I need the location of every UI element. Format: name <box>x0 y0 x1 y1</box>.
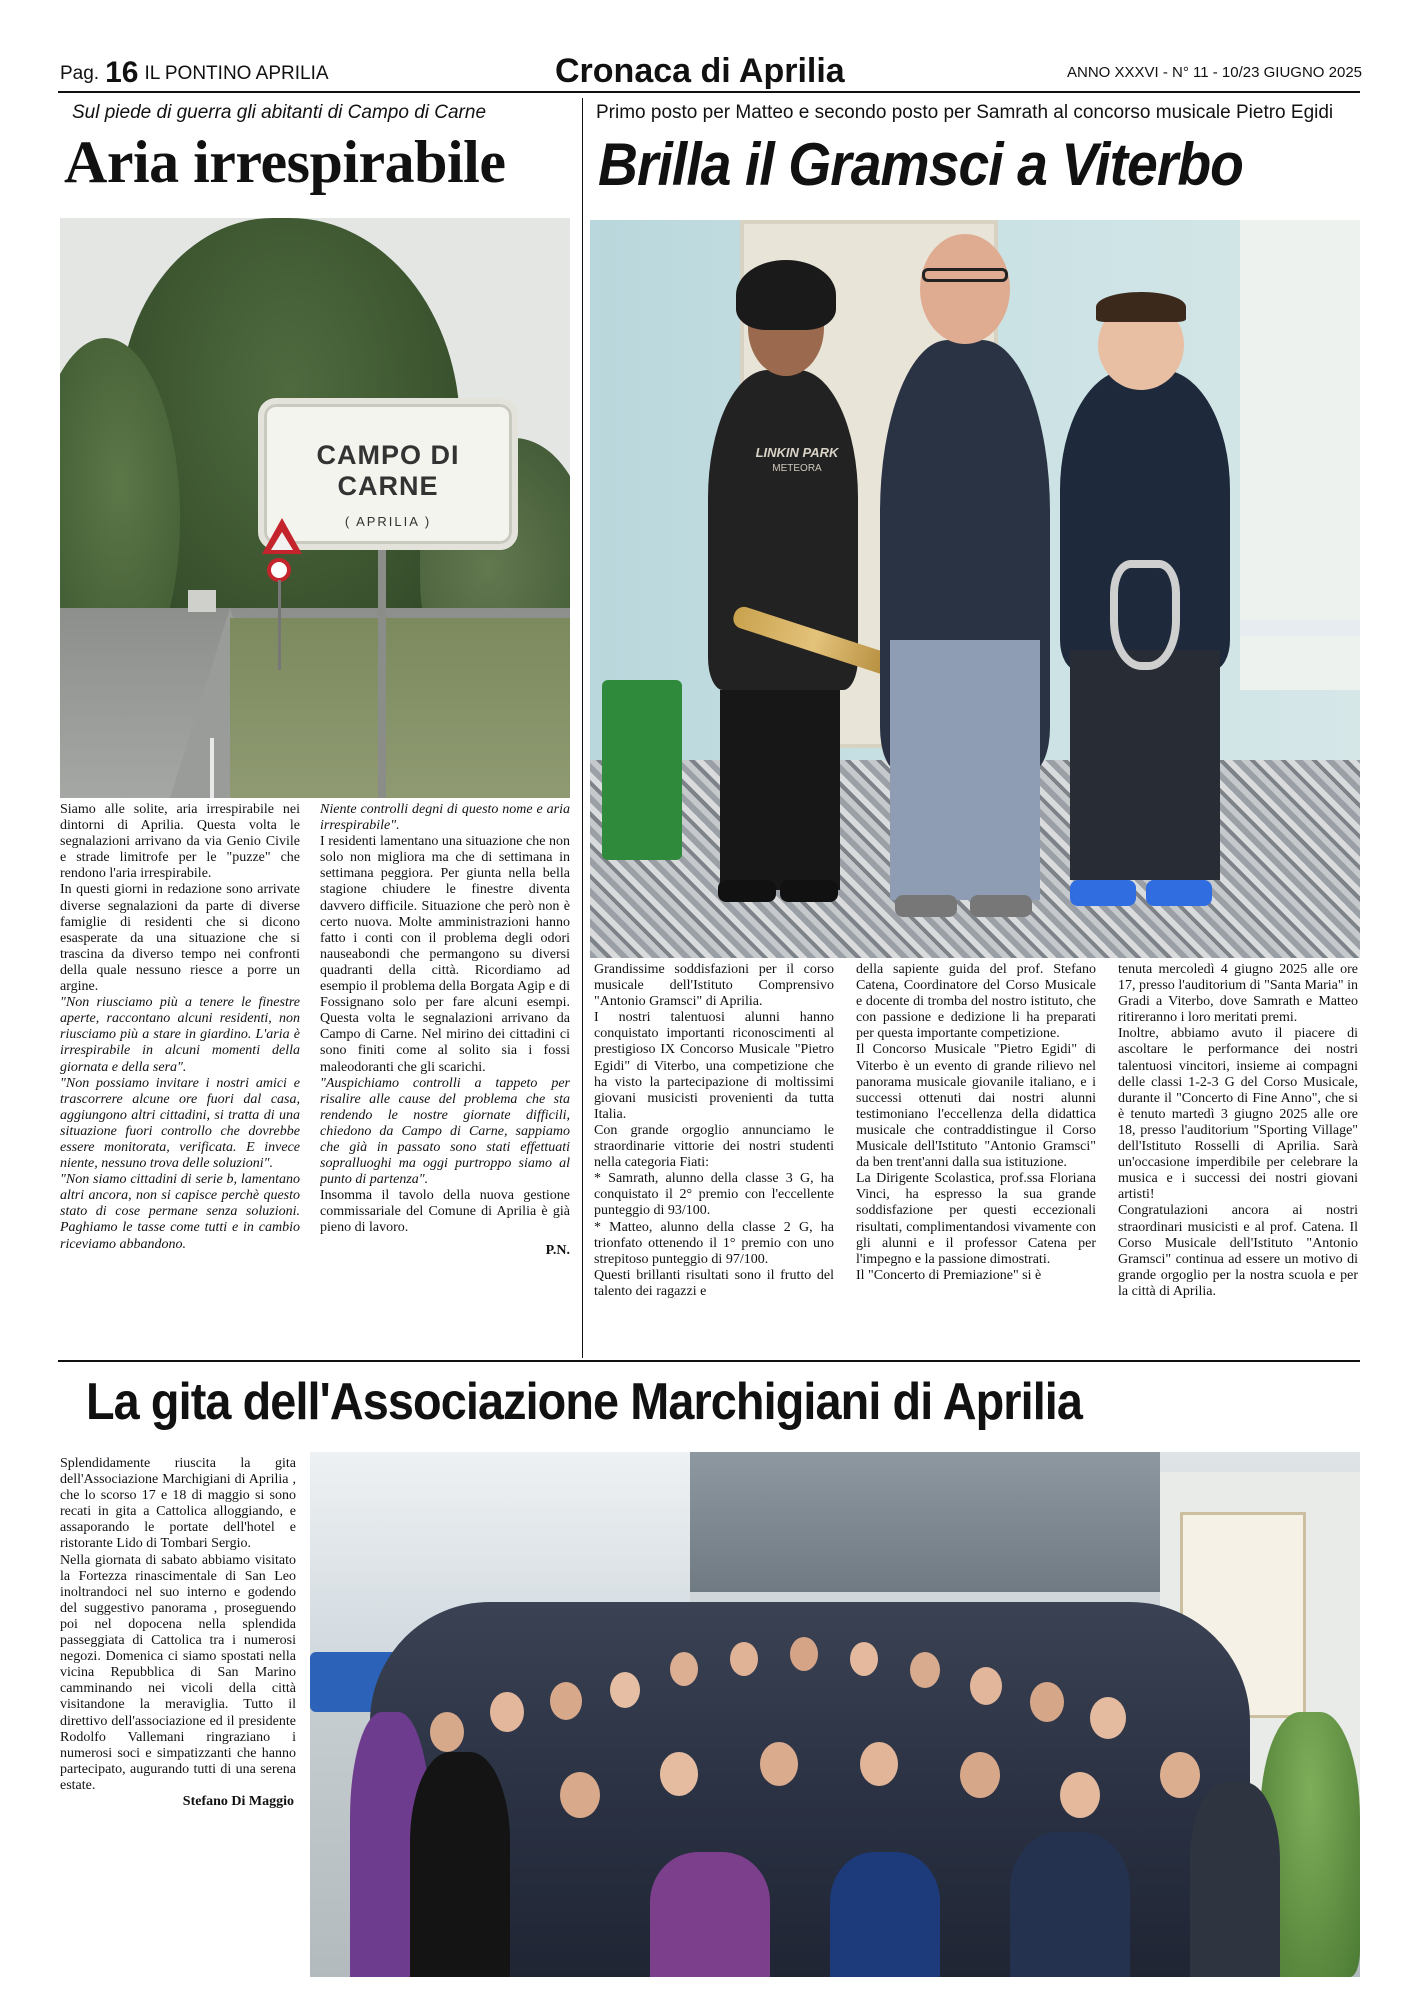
campo-di-carne-photo <box>60 218 570 798</box>
paragraph: Inoltre, abbiamo avuto il piacere di ascoltare le performance dei nostri talentuosi vincitori, insieme ai compagni delle classi 1-2-3 G del Corso Musicale, durante il "Concerto di Fine Anno", che si è tenuto martedì 3 giugno 2025 alle ore 18, presso l'auditorium "Sporting Village" dell'Istituto Rosselli di Aprilia. Sarà un'occasione imperdibile per celebrare la musica e i successi dei nostri giovani artisti! <box>1118 1026 1358 1203</box>
article2-column-1 <box>594 962 834 1354</box>
paragraph: I nostri talentuosi alunni hanno conquistato importanti riconoscimenti al prestigioso IX Concorso Musicale "Pietro Egidi" di Viterbo, una competizione che ha visto la partecipazione di moltissimi giovani musicisti provenienti da tutta Italia. <box>594 1010 834 1122</box>
paragraph: Niente controlli degni di questo nome e aria irrespirabile". <box>320 802 570 834</box>
prohibition-sign <box>267 558 291 582</box>
shirt-print-album: METEORA <box>772 463 822 474</box>
page-number: 16 <box>105 56 139 89</box>
article1-headline: Aria irrespirabile <box>64 129 506 195</box>
paragraph: * Samrath, alunno della classe 3 G, ha conquistato il 2° premio con l'eccellente punteggio di 93/100. <box>594 1171 834 1219</box>
paragraph: Siamo alle solite, aria irrespirabile nei dintorni di Aprilia. Questa volta le segnalazioni arrivano da via Genio Civile e strade limitrofe per le "puzze" che rendono l'aria irrespirabile. <box>60 802 300 882</box>
paragraph: tenuta mercoledì 4 giugno 2025 alle ore 17, presso l'auditorium di "Santa Maria" in Gradi a Viterbo, dove Samrath e Matteo ritireranno i loro meritati premi. <box>1118 962 1358 1026</box>
paragraph: I residenti lamentano una situazione che non solo non migliora ma che di settimana in settimana peggiora. Per giunta nella bella stagione chiudere le finestre diventa davvero difficile. Situazione che però non è certo nuova. Molte amministrazioni hanno fatto i conti con il problema degli odori nauseabondi che permangono su diversi quadranti della città. Ricordiamo ad esempio il problema della Borgata Agip e di Fossignano solo per fare alcuni esempi. Questa volta le segnalazioni arrivano da Campo di Carne. Nel mirino dei cittadini ci sono finiti come al solito sia i fossi maleodoranti che gli scarichi. <box>320 834 570 1075</box>
article2-kicker: Primo posto per Matteo e secondo posto per Samrath al concorso musicale Pietro Egidi <box>596 102 1334 123</box>
town-sign-name: CAMPO DI CARNE <box>316 440 460 501</box>
paragraph: Insomma il tavolo della nuova gestione commissariale del Comune di Aprilia è già pieno di lavoro. <box>320 1188 570 1236</box>
paragraph: "Auspichiamo controlli a tappeto per risalire alle cause del problema che sta rendendo le nostre giornate difficili, chiedono da Campo di Carne, sappiamo che già in passato sono stati effettuati sopralluoghi ma oggi purtroppo siamo al punto di partenza". <box>320 1075 570 1188</box>
article1-column-1 <box>60 802 300 1352</box>
paragraph: Il "Concerto di Premiazione" si è <box>856 1267 1042 1283</box>
header-rule <box>58 91 1360 93</box>
article1-kicker: Sul piede di guerra gli abitanti di Campo di Carne <box>72 102 487 123</box>
paragraph: * Matteo, alunno della classe 2 G, ha trionfato ottenendo il 1° premio con uno strepitoso punteggio di 97/100. <box>594 1219 834 1267</box>
article3-headline: La gita dell'Associazione Marchigiani di Aprilia <box>86 1373 1083 1431</box>
paragraph: Splendidamente riuscita la gita dell'Associazione Marchigiani di Aprilia , che lo scorso 17 e 18 di maggio si sono recati in gita a Cattolica alloggiando, e assaporando le portate dell'hotel e ristorante Lido di Tombari Sergio. <box>60 1456 296 1552</box>
shirt-print-band: LINKIN PARK <box>755 445 839 460</box>
article1-column-2 <box>320 802 570 1352</box>
group-trip-photo <box>310 1452 1360 1977</box>
students-photo <box>590 220 1360 958</box>
paragraph: "Non riusciamo più a tenere le finestre aperte, raccontano alcuni residenti, non riusciamo più a stare in giardino. L'aria è irrespirabile in alcuni momenti della giornata e della sera". <box>60 995 300 1075</box>
article2-headline: Brilla il Gramsci a Viterbo <box>598 131 1243 198</box>
town-sign-municipality: ( APRILIA ) <box>344 514 432 529</box>
paragraph: Congratulazioni ancora ai nostri straordinari musicisti e al prof. Catena. Il Corso Musicale dell'Istituto "Antonio Gramsci" continua ad essere un motivo di grande orgoglio per la nostra scuola e per la città di Aprilia. <box>1118 1203 1358 1299</box>
issue-info: ANNO XXXVI - N° 11 - 10/23 GIUGNO 2025 <box>1067 64 1362 81</box>
article3-column <box>60 1456 296 1976</box>
paragraph: In questi giorni in redazione sono arrivate diverse segnalazioni da parte di diverse famiglie di residenti che si dicono esasperate da una situazione che si trascina da diverso tempo nei confronti della quale nessuno riesce a porre un argine. <box>60 882 300 995</box>
paragraph: della sapiente guida del prof. Stefano Catena, Coordinatore del Corso Musicale e docente di tromba del nostro istituto, che con passione e dedizione li ha preparati per questa importante competizione. <box>856 962 1096 1042</box>
column-divider <box>582 98 583 1358</box>
paragraph: Nella giornata di sabato abbiamo visitato la Fortezza rinascimentale di San Leo inoltrandoci nel suo interno e godendo del suggestivo panorama , proseguendo poi nel dopocena nella splendida passeggiata di Cattolica tra i numerosi negozi. Domenica ci siamo spostati nella vicina Repubblica di San Marino camminando nei vicoli della città visitandone la meraviglia. Tutto il direttivo dell'associazione ed il presidente Rodolfo Vallemani ringraziano i numerosi soci e simpatizzanti che hanno partecipato, augurando tutti di una serena estate. <box>60 1552 296 1793</box>
paragraph: Il Concorso Musicale "Pietro Egidi" di Viterbo è un evento di grande rilievo nel panorama musicale giovanile italiano, e i successi ottenuti dai nostri alunni testimoniano l'eccellenza della didattica musicale che contraddistingue il Corso Musicale dell'Istituto "Antonio Gramsci" da ben trent'anni dalla sua istituzione. <box>856 1042 1096 1171</box>
section-title: Cronaca di Aprilia <box>555 52 845 90</box>
paragraph: Con grande orgoglio annunciamo le straordinarie vittorie dei nostri studenti nella categoria Fiati: <box>594 1122 834 1171</box>
article3-signature: Stefano Di Maggio <box>182 1793 294 1809</box>
page-label: Pag. <box>60 63 100 84</box>
paragraph: Questi brillanti risultati sono il frutto del talento dei ragazzi e <box>594 1267 834 1299</box>
paragraph: "Non siamo cittadini di serie b, lamentano altri ancora, non si capisce perchè questo stato di cose permane senza soluzioni. Paghiamo le tasse come tutti e in cambio riceviamo abbandono. <box>60 1172 300 1252</box>
article2-column-3 <box>1118 962 1358 1354</box>
article2-column-2 <box>856 962 1096 1354</box>
paragraph: "Non possiamo invitare i nostri amici e trascorrere alcune ore fuori dal casa, aggiungono altri cittadini, si tratta di una situazione fuori controllo che dovrebbe essere monitorata, verificata. E invece niente, nessuno trova delle soluzioni". <box>60 1075 300 1172</box>
section-rule <box>58 1360 1360 1362</box>
paragraph: La Dirigente Scolastica, prof.ssa Floriana Vinci, ha espresso la sua grande soddisfazione per questi eccezionali risultati, complimentandosi vivamente con gli alunni e il professor Catena per l'impegno e la passione dimostrati. <box>856 1171 1096 1267</box>
article1-signature: P.N. <box>545 1242 570 1258</box>
paragraph: Grandissime soddisfazioni per il corso musicale dell'Istituto Comprensivo "Antonio Gramsci" di Aprilia. <box>594 962 834 1010</box>
flugelhorn <box>1110 560 1180 670</box>
paper-name: IL PONTINO APRILIA <box>144 63 329 84</box>
page-folio <box>60 56 329 90</box>
